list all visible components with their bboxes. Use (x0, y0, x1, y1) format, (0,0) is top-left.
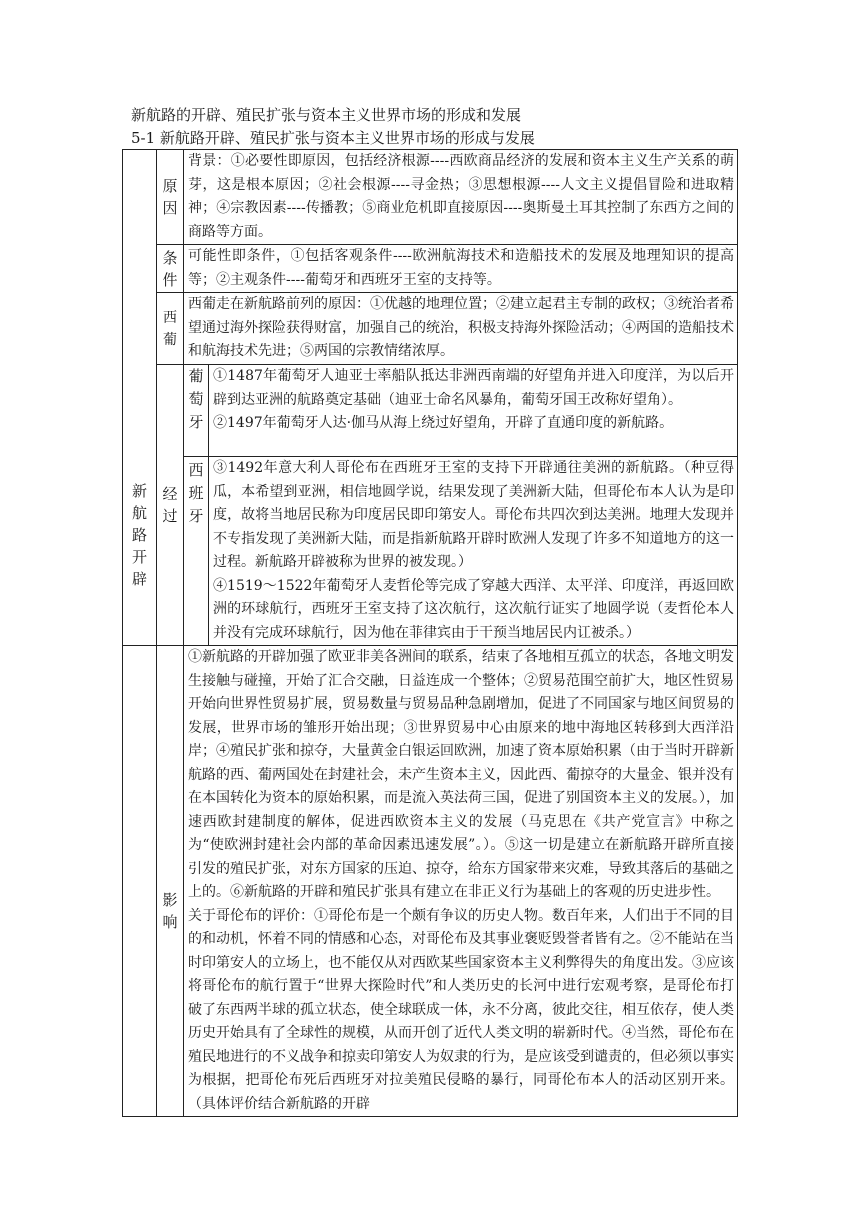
reason-text: 背景：①必要性即原因，包括经济根源----西欧商品经济的发展和资本主义生产关系的萌芽，这是根本原因；②社会根源----寻金热；③思想根源----人文主义提倡冒险和进取精神；④宗教因素----传播教；⑤商业危机即直接原因----奥斯曼土耳其控制了东西方之间的商路等方面。 (184, 150, 738, 245)
portugal-item-2: ②1497年葡萄牙人达·伽马从海上绕过好望角，开辟了直通印度的新航路。 (213, 415, 674, 431)
portugal-label: 葡萄牙 (188, 367, 204, 431)
reason-label-cell (157, 150, 184, 245)
xipu-text: 西葡走在新航路前列的原因：①优越的地理位置；②建立起君主专制的政权；③统治者希望通过海外探险获得财富，加强自己的统治，积极支持海外探险活动；④两国的造船技术和航海技术先进；⑤两国的宗教情绪浓厚。 (184, 293, 738, 365)
row-condition (123, 245, 738, 293)
row-spain (123, 457, 738, 646)
row-portugal (123, 365, 738, 457)
reason-label: 原因 (162, 177, 178, 217)
portugal-items (209, 365, 738, 457)
portugal-label-cell (184, 365, 209, 457)
xipu-label: 西葡 (163, 309, 177, 348)
process-label-cell (157, 365, 184, 646)
spain-label-cell (184, 457, 209, 646)
condition-label: 条件 (162, 248, 178, 289)
main-label-tail (123, 646, 157, 1117)
impact-label: 影响 (162, 891, 178, 931)
document-title: 新航路的开辟、殖民扩张与资本主义世界市场的形成和发展 (131, 106, 522, 124)
row-reason (123, 150, 738, 245)
process-label: 经过 (162, 485, 178, 525)
main-label-cell (123, 150, 157, 646)
main-label: 新航路开辟 (131, 481, 147, 588)
spain-label: 西班牙 (188, 461, 204, 525)
xipu-label-cell (157, 293, 184, 365)
condition-text: 可能性即条件，①包括客观条件----欧洲航海技术和造船技术的发展及地理知识的提高等；②主观条件----葡萄牙和西班牙王室的支持等。 (184, 245, 738, 293)
row-impact (123, 646, 738, 1117)
spain-item-2: ④1519～1522年葡萄牙人麦哲伦等完成了穿越大西洋、太平洋、印度洋，再返回欧洲的环球航行，西班牙王室支持了这次航行，这次航行证实了地圆学说（麦哲伦本人并没有完成环球航行，因为他在菲律宾由于干预当地居民内讧被杀。） (213, 577, 734, 641)
portugal-item-1: ①1487年葡萄牙人迪亚士率船队抵达非洲西南端的好望角并进入印度洋，为以后开辟到达亚洲的航路奠定基础（迪亚士命名风暴角，葡萄牙国王改称好望角）。 (213, 368, 734, 408)
spain-item-1: ③1492年意大利人哥伦布在西班牙王室的支持下开辟通往美洲的新航路。（种豆得瓜，本希望到亚洲，相信地圆学说，结果发现了美洲新大陆，但哥伦布本人认为是印度，故将当地居民称为印度居民即印第安人。哥伦布共四次到达美洲。地理大发现并不专指发现了美洲新大陆，而是指新航路开辟时欧洲人发现了许多不知道地方的这一过程。新航路开辟被称为世界的被发现。） (213, 460, 734, 570)
section-heading: 5-1 新航路开辟、殖民扩张与资本主义世界市场的形成与发展 (131, 129, 535, 147)
condition-label-cell (157, 245, 184, 293)
impact-paragraph-1: ①新航路的开辟加强了欧亚非美各洲间的联系，结束了各地相互孤立的状态，各地文明发生接触与碰撞，开始了汇合交融，日益连成一个整体；②贸易范围空前扩大，地区性贸易开始向世界性贸易扩展，贸易数量与贸易品种急剧增加，促进了不同国家与地区间贸易的发展，世界市场的雏形开始出现；③世界贸易中心由原来的地中海地区转移到大西洋沿岸；④殖民扩张和掠夺，大量黄金白银运回欧洲，加速了资本原始积累（由于当时开辟新航路的西、葡两国处在封建社会，未产生资本主义，因此西、葡掠夺的大量金、银并没有在本国转化为资本的原始积累，而是流入英法荷三国，促进了别国资本主义的发展。），加速西欧封建制度的解体，促进西欧资本主义的发展（马克思在《共产党宣言》中称之为“使欧洲封建社会内部的革命因素迅速发展”。）。⑤这一切是建立在新航路开辟所直接引发的殖民扩张，对东方国家的压迫、掠夺，给东方国家带来灾难，导致其落后的基础之上的。⑥新航路的开辟和殖民扩张具有建立在非正义行为基础上的客观的历史进步性。 (188, 649, 734, 900)
spain-items (209, 457, 738, 646)
row-xipu (123, 293, 738, 365)
content-table (122, 149, 738, 1117)
impact-label-cell (157, 646, 184, 1117)
impact-text (184, 646, 738, 1117)
impact-paragraph-2: 关于哥伦布的评价：①哥伦布是一个颇有争议的历史人物。数百年来，人们出于不同的目的和动机，怀着不同的情感和心态，对哥伦布及其事业褒贬毁誉者皆有之。②不能站在当时印第安人的立场上，也不能仅从对西欧某些国家资本主义利弊得失的角度出发。③应该将哥伦布的航行置于“世界大探险时代”和人类历史的长河中进行宏观考察，是哥伦布打破了东西两半球的孤立状态，使全球联成一体，永不分离，彼此交往，相互依存，使人类历史开始具有了全球性的规模，从而开创了近代人类文明的崭新时代。④当然，哥伦布在殖民地进行的不义战争和掠卖印第安人为奴隶的行为，是应该受到谴责的，但必须以事实为根据，把哥伦布死后西班牙对拉美殖民侵略的暴行，同哥伦布本人的活动区别开来。（具体评价结合新航路的开辟 (188, 907, 734, 1112)
